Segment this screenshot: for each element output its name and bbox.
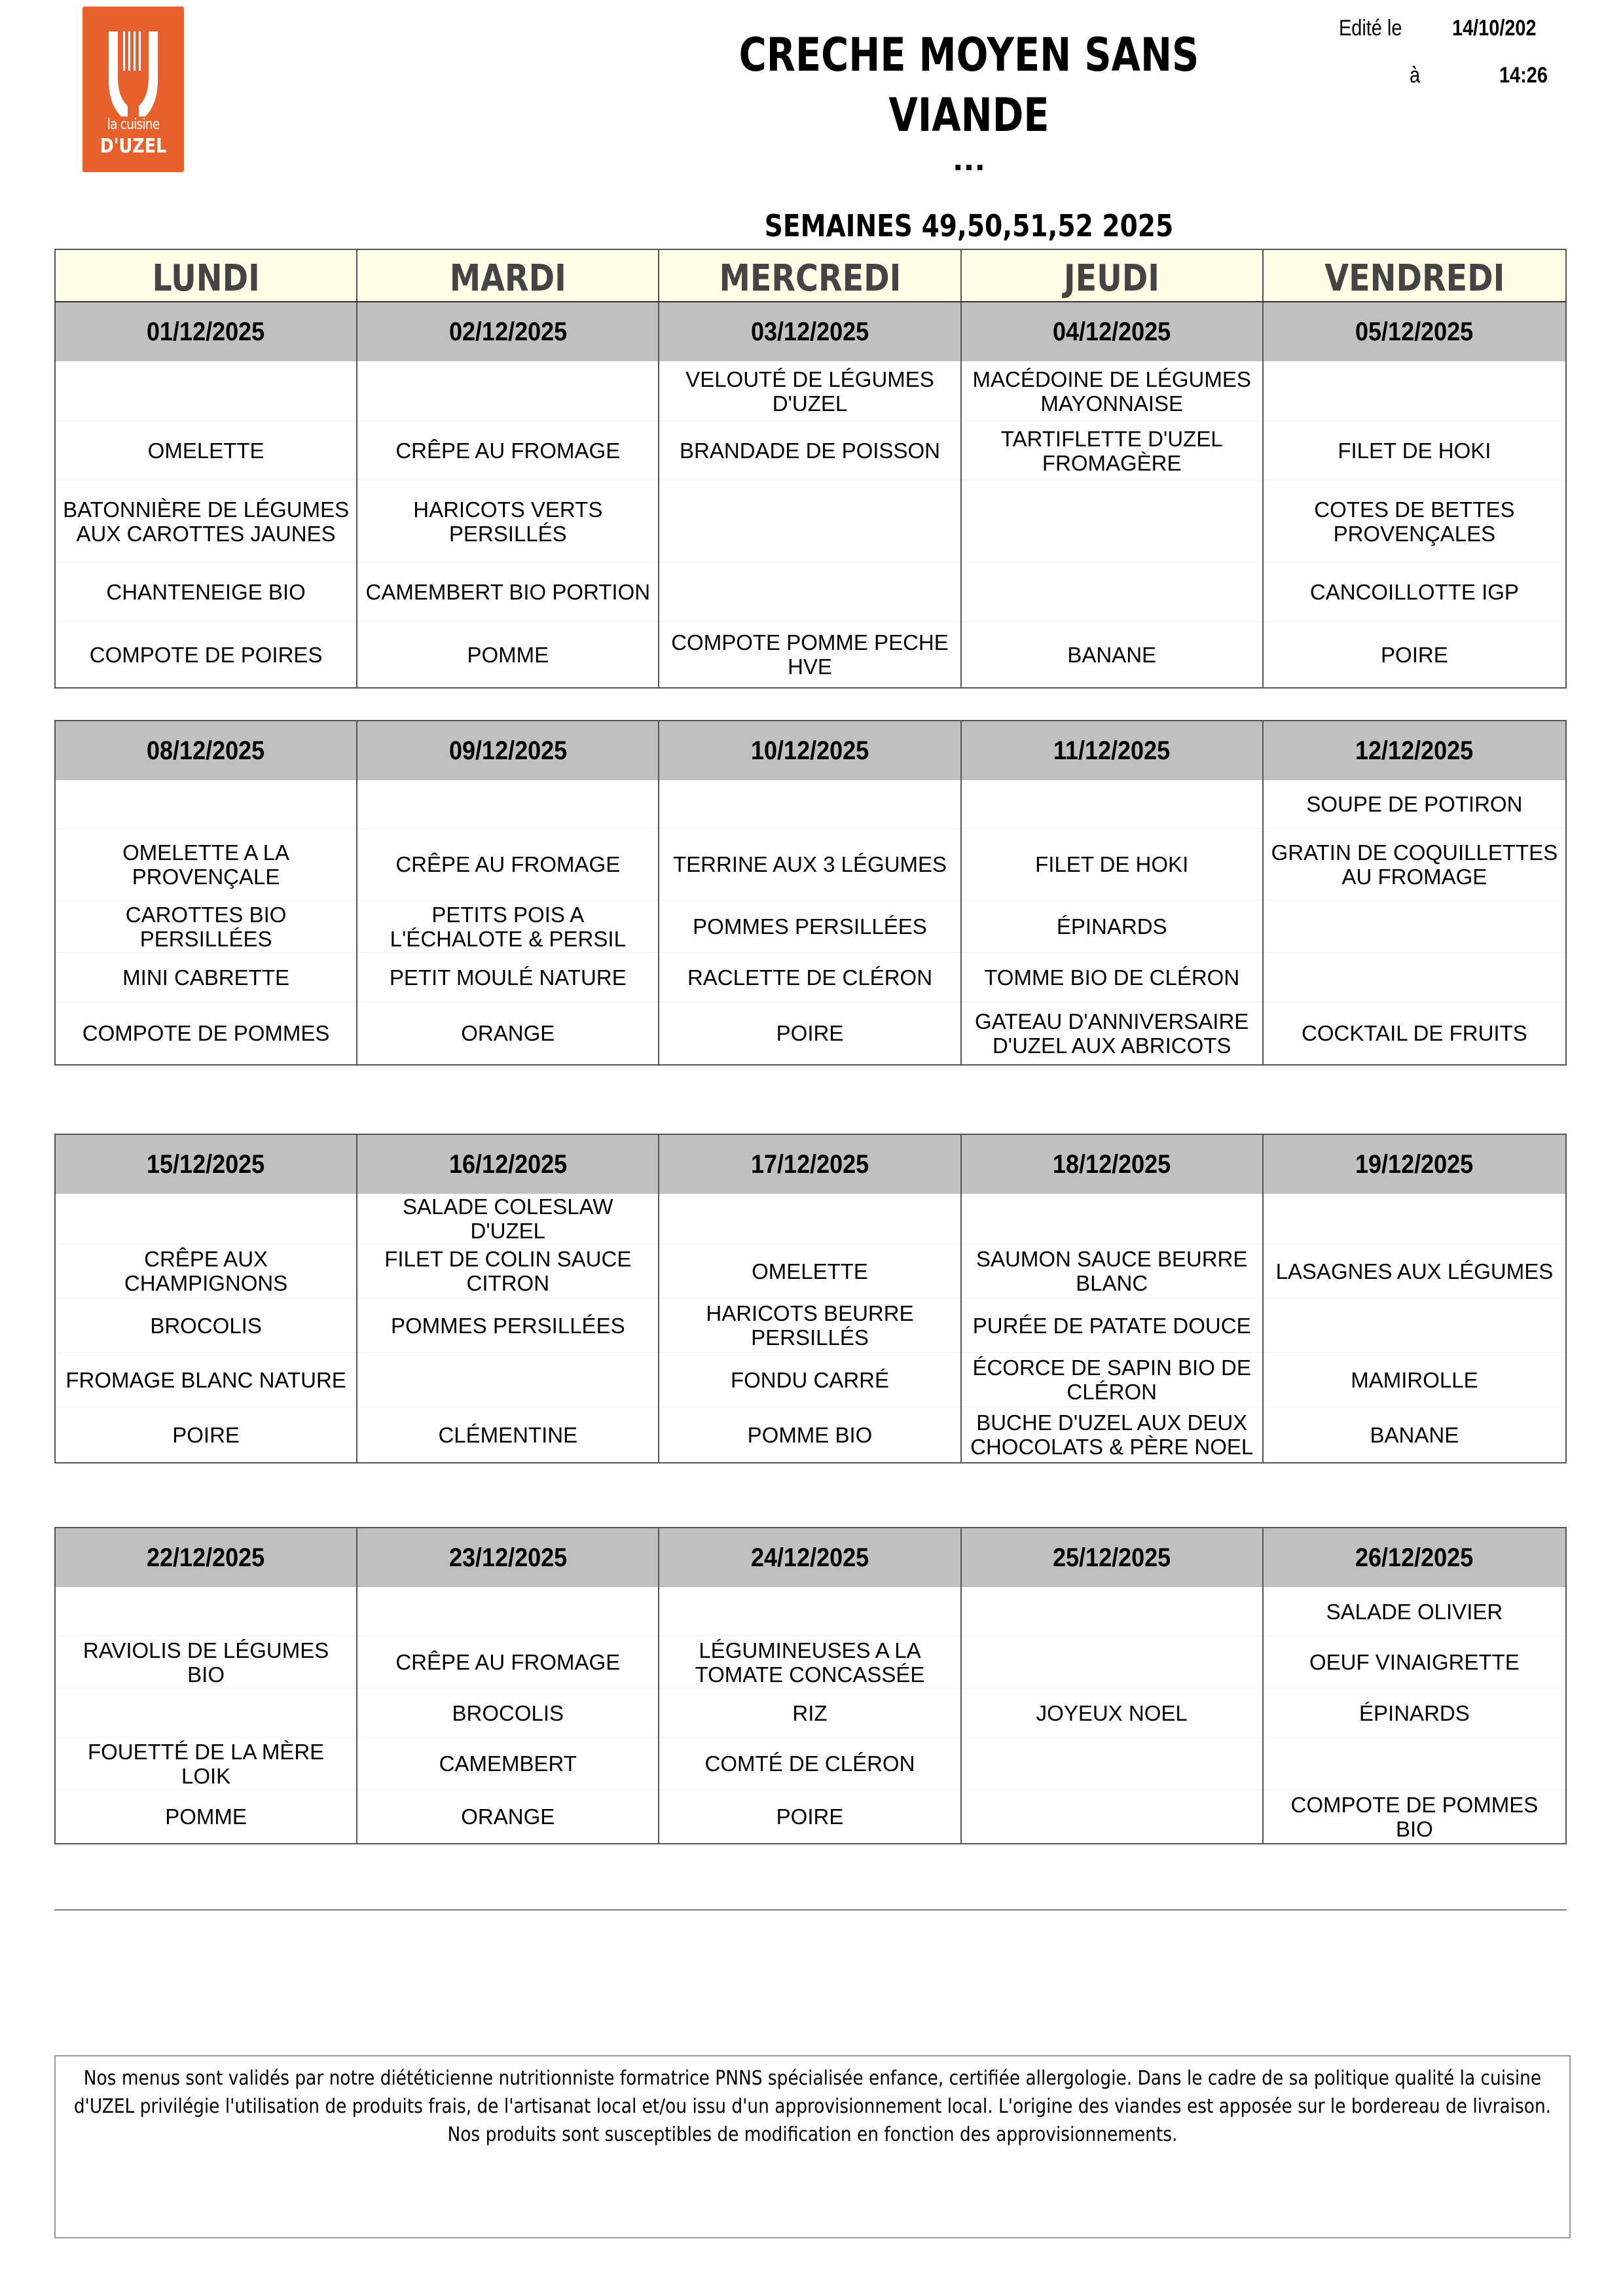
menu-item [357, 901, 658, 953]
menu-item [56, 563, 356, 622]
menu-item-label: POMMES PERSILLÉES [693, 914, 927, 939]
edited-at-label: à [1410, 63, 1421, 88]
footer-notice [54, 2055, 1571, 2238]
date-cell [1264, 721, 1565, 780]
date-cell [56, 1135, 357, 1194]
date-cell [357, 1528, 659, 1587]
menu-item [659, 1790, 960, 1843]
menu-item [56, 1002, 356, 1064]
menu-item [659, 1244, 960, 1299]
menu-item-label: COMPOTE DE POMMES BIO [1290, 1792, 1539, 1841]
menu-item-label: CLÉMENTINE [438, 1422, 578, 1447]
day-label: MERCREDI [719, 257, 901, 300]
date-label: 01/12/2025 [147, 317, 265, 346]
menu-item-label: POMMES PERSILLÉES [390, 1313, 625, 1338]
menu-item [56, 953, 356, 1002]
menu-item [1264, 1407, 1565, 1462]
menu-item-label: ÉCORCE DE SAPIN BIO DE CLÉRON [972, 1355, 1251, 1404]
date-label: 24/12/2025 [750, 1543, 869, 1572]
menu-item [1264, 1636, 1565, 1689]
date-cell [1264, 302, 1565, 361]
menu-item [1264, 1244, 1565, 1299]
menu-item-label: TOMME BIO DE CLÉRON [984, 965, 1240, 990]
menu-item [1264, 563, 1565, 622]
edited-date: 14/10/202 [1452, 16, 1537, 41]
menu-item [1264, 780, 1565, 829]
date-cell [962, 302, 1264, 361]
menu-item-label: PETIT MOULÉ NATURE [389, 965, 627, 990]
menu-item-label: OEUF VINAIGRETTE [1309, 1650, 1520, 1674]
day-column [659, 780, 961, 1064]
menu-item-label: CRÊPE AUX CHAMPIGNONS [124, 1247, 288, 1295]
date-row [56, 302, 1565, 361]
date-label: 17/12/2025 [750, 1149, 869, 1179]
edited-label: Edité le [1339, 16, 1402, 41]
menu-item [56, 829, 356, 901]
day-label: JEUDI [1064, 257, 1160, 300]
date-cell [659, 1528, 961, 1587]
menu-item-label: ORANGE [461, 1021, 555, 1045]
menu-item-label: CANCOILLOTTE IGP [1309, 580, 1519, 604]
menu-item-label: FONDU CARRÉ [730, 1367, 889, 1392]
date-cell [56, 302, 357, 361]
menu-item [357, 1790, 658, 1843]
week-block [54, 1527, 1567, 1844]
menu-item [659, 1407, 960, 1462]
menu-item-label: BANANE [1067, 642, 1157, 667]
title-ellipsis: ... [952, 144, 986, 177]
menu-item [1264, 1689, 1565, 1738]
day-column [56, 1194, 357, 1462]
menu-item [962, 1194, 1262, 1244]
menu-item [659, 563, 960, 622]
menu-item-label: LÉGUMINEUSES A LA TOMATE CONCASSÉE [695, 1638, 925, 1687]
menu-item-label: SOUPE DE POTIRON [1306, 792, 1523, 816]
date-cell [357, 302, 659, 361]
day-column [56, 1587, 357, 1843]
menu-item [962, 563, 1262, 622]
date-label: 12/12/2025 [1355, 736, 1474, 765]
menu-item [357, 361, 658, 422]
menu-item [1264, 1194, 1565, 1244]
date-label: 04/12/2025 [1053, 317, 1171, 346]
date-cell [962, 721, 1264, 780]
menu-item [962, 901, 1262, 953]
menu-item-label: RIZ [792, 1700, 828, 1725]
menu-item [962, 1244, 1262, 1299]
day-header-thursday [962, 250, 1264, 301]
menu-item-label: COCKTAIL DE FRUITS [1302, 1021, 1527, 1045]
menu-item-label: POMME [165, 1804, 247, 1829]
menu-item-label: COTES DE BETTES PROVENÇALES [1314, 497, 1515, 546]
menu-item-label: BROCOLIS [452, 1700, 564, 1725]
menu-item-label: FOUETTÉ DE LA MÈRE LOIK [87, 1739, 325, 1788]
menu-item [56, 361, 356, 422]
day-column [1264, 780, 1565, 1064]
menu-item [659, 1299, 960, 1353]
menu-item [659, 1689, 960, 1738]
day-label: MARDI [449, 257, 566, 300]
day-column [962, 780, 1264, 1064]
menu-item [357, 1244, 658, 1299]
date-label: 08/12/2025 [147, 736, 265, 765]
menu-item [56, 1689, 356, 1738]
menu-item [1264, 1353, 1565, 1407]
menu-item [962, 1636, 1262, 1689]
menu-item-label: SALADE COLESLAW D'UZEL [403, 1194, 613, 1243]
menu-item-label: RACLETTE DE CLÉRON [687, 965, 933, 990]
menu-item [1264, 1790, 1565, 1843]
logo-line-2: D'UZEL [100, 135, 167, 158]
day-header-tuesday [357, 250, 659, 301]
menu-item [357, 1353, 658, 1407]
day-column [357, 361, 659, 687]
date-label: 22/12/2025 [147, 1543, 265, 1572]
menu-item [1264, 622, 1565, 687]
logo-line-1: la cuisine [107, 117, 160, 133]
menu-item [962, 480, 1262, 563]
menu-item [1264, 480, 1565, 563]
menu-item [659, 1587, 960, 1636]
menu-body [56, 361, 1565, 687]
menu-item [962, 1689, 1262, 1738]
menu-item-label: MAMIROLLE [1351, 1367, 1478, 1392]
menu-item [1264, 829, 1565, 901]
day-header-wednesday [659, 250, 961, 301]
menu-item-label: CHANTENEIGE BIO [106, 580, 306, 604]
menu-item [357, 1194, 658, 1244]
menu-item-label: CRÊPE AU FROMAGE [395, 439, 621, 463]
date-cell [962, 1135, 1264, 1194]
day-label: VENDREDI [1324, 257, 1504, 300]
menu-item [1264, 1738, 1565, 1790]
menu-item [962, 780, 1262, 829]
day-column [962, 1587, 1264, 1843]
day-header-friday [1264, 250, 1565, 301]
date-label: 11/12/2025 [1053, 736, 1171, 765]
menu-item [659, 901, 960, 953]
day-column [1264, 361, 1565, 687]
menu-item [56, 1407, 356, 1462]
date-row [56, 1135, 1565, 1194]
menu-item-label: BANANE [1370, 1422, 1459, 1447]
menu-item-label: SALADE OLIVIER [1326, 1599, 1503, 1624]
date-cell [659, 1135, 961, 1194]
menu-item [56, 901, 356, 953]
menu-item-label: HARICOTS VERTS PERSILLÉS [413, 497, 603, 546]
menu-item [962, 1587, 1262, 1636]
date-label: 25/12/2025 [1053, 1543, 1171, 1572]
menu-item [659, 1636, 960, 1689]
date-cell [1264, 1528, 1565, 1587]
menu-item [357, 1299, 658, 1353]
menu-item-label: ORANGE [461, 1804, 555, 1829]
menu-item [659, 422, 960, 480]
day-column [1264, 1194, 1565, 1462]
menu-item [56, 1790, 356, 1843]
date-cell [56, 721, 357, 780]
menu-item-label: FILET DE COLIN SAUCE CITRON [384, 1247, 632, 1295]
divider [54, 1909, 1567, 1911]
menu-item-label: POIRE [172, 1422, 240, 1447]
menu-item [962, 953, 1262, 1002]
menu-item [1264, 1002, 1565, 1064]
menu-item [56, 622, 356, 687]
week-block [54, 302, 1567, 689]
date-cell [357, 1135, 659, 1194]
date-label: 09/12/2025 [448, 736, 567, 765]
menu-item-label: BROCOLIS [150, 1313, 262, 1338]
menu-item [56, 1636, 356, 1689]
menu-item-label: OMELETTE A LA PROVENÇALE [122, 840, 290, 889]
menu-item [1264, 1587, 1565, 1636]
date-cell [962, 1528, 1264, 1587]
menu-item-label: PETITS POIS A L'ÉCHALOTE & PERSIL [390, 902, 626, 951]
menu-item [659, 1194, 960, 1244]
menu-item-label: GRATIN DE COQUILLETTES AU FROMAGE [1271, 840, 1558, 889]
menu-item-label: COMTÉ DE CLÉRON [704, 1751, 915, 1776]
day-column [962, 361, 1264, 687]
date-label: 23/12/2025 [448, 1543, 567, 1572]
menu-item [357, 480, 658, 563]
edited-time: 14:26 [1499, 63, 1548, 88]
menu-item-label: OMELETTE [752, 1259, 868, 1283]
menu-item-label: LASAGNES AUX LÉGUMES [1275, 1259, 1554, 1283]
date-cell [357, 721, 659, 780]
menu-item [962, 829, 1262, 901]
menu-item [56, 1353, 356, 1407]
day-header-monday [56, 250, 357, 301]
date-label: 10/12/2025 [750, 736, 869, 765]
menu-item [962, 422, 1262, 480]
menu-item [357, 1407, 658, 1462]
menu-item [962, 1738, 1262, 1790]
menu-item-label: TERRINE AUX 3 LÉGUMES [672, 852, 947, 876]
date-label: 15/12/2025 [147, 1149, 265, 1179]
menu-item-label: VELOUTÉ DE LÉGUMES D'UZEL [685, 367, 934, 416]
day-column [56, 361, 357, 687]
menu-item [659, 622, 960, 687]
date-label: 19/12/2025 [1355, 1149, 1474, 1179]
menu-item [659, 480, 960, 563]
menu-item-label: COMPOTE DE POIRES [89, 642, 323, 667]
menu-item [962, 361, 1262, 422]
date-label: 05/12/2025 [1355, 317, 1474, 346]
menu-item-label: BRANDADE DE POISSON [680, 439, 940, 463]
date-row [56, 721, 1565, 780]
menu-item-label: CAMEMBERT [439, 1751, 577, 1776]
menu-item-label: BATONNIÈRE DE LÉGUMES AUX CAROTTES JAUNES [63, 497, 350, 546]
date-label: 02/12/2025 [448, 317, 567, 346]
menu-item [962, 1790, 1262, 1843]
date-cell [1264, 1135, 1565, 1194]
menu-item [357, 780, 658, 829]
date-row [56, 1528, 1565, 1587]
menu-item [962, 1353, 1262, 1407]
menu-item-label: POMME BIO [747, 1422, 873, 1447]
menu-item [1264, 953, 1565, 1002]
day-header-row [54, 249, 1567, 302]
menu-item [659, 780, 960, 829]
menu-item [357, 1738, 658, 1790]
day-column [56, 780, 357, 1064]
day-label: LUNDI [152, 257, 260, 300]
menu-item [357, 829, 658, 901]
day-column [659, 361, 961, 687]
menu-item-label: FILET DE HOKI [1035, 852, 1189, 876]
menu-item-label: TARTIFLETTE D'UZEL FROMAGÈRE [1000, 426, 1223, 475]
menu-item-label: BUCHE D'UZEL AUX DEUX CHOCOLATS & PÈRE NOEL [970, 1410, 1254, 1459]
menu-item-label: FILET DE HOKI [1338, 439, 1491, 463]
menu-item [962, 1002, 1262, 1064]
menu-item-label: JOYEUX NOEL [1036, 1700, 1188, 1725]
menu-body [56, 780, 1565, 1064]
menu-item-label: FROMAGE BLANC NATURE [65, 1367, 346, 1392]
menu-item [357, 1587, 658, 1636]
menu-item-label: ÉPINARDS [1359, 1700, 1470, 1725]
menu-item [56, 422, 356, 480]
menu-item [357, 622, 658, 687]
menu-item-label: ÉPINARDS [1056, 914, 1167, 939]
week-block [54, 1134, 1567, 1463]
day-column [659, 1194, 961, 1462]
day-column [659, 1587, 961, 1843]
date-cell [659, 721, 961, 780]
date-label: 26/12/2025 [1355, 1543, 1474, 1572]
menu-item [56, 480, 356, 563]
menu-item-label: OMELETTE [147, 439, 264, 463]
day-column [357, 1194, 659, 1462]
menu-item-label: GATEAU D'ANNIVERSAIRE D'UZEL AUX ABRICOTS [975, 1009, 1249, 1058]
menu-item [962, 622, 1262, 687]
menu-item [1264, 1299, 1565, 1353]
menu-item-label: HARICOTS BEURRE PERSILLÉS [706, 1301, 914, 1350]
menu-item [357, 953, 658, 1002]
menu-body [56, 1194, 1565, 1462]
menu-item [357, 422, 658, 480]
menu-item [56, 1587, 356, 1636]
menu-item [962, 1299, 1262, 1353]
day-column [962, 1194, 1264, 1462]
menu-item-label: SAUMON SAUCE BEURRE BLANC [976, 1247, 1248, 1295]
menu-item [56, 1299, 356, 1353]
menu-item-label: MINI CABRETTE [122, 965, 290, 990]
menu-item [357, 1689, 658, 1738]
menu-item-label: CAROTTES BIO PERSILLÉES [125, 902, 287, 951]
menu-item-label: POMME [467, 642, 549, 667]
menu-item [659, 1353, 960, 1407]
week-block [54, 720, 1567, 1066]
date-cell [659, 302, 961, 361]
menu-item-label: MACÉDOINE DE LÉGUMES MAYONNAISE [972, 367, 1251, 416]
menu-item-label: COMPOTE DE POMMES [82, 1021, 330, 1045]
weeks-title: SEMAINES 49,50,51,52 2025 [764, 208, 1174, 243]
menu-item [1264, 422, 1565, 480]
date-cell [56, 1528, 357, 1587]
menu-item [357, 1636, 658, 1689]
brand-logo [82, 7, 184, 172]
menu-item [56, 1244, 356, 1299]
menu-item-label: POIRE [776, 1021, 844, 1045]
menu-item [56, 1194, 356, 1244]
menu-item-label: RAVIOLIS DE LÉGUMES BIO [82, 1638, 329, 1687]
date-label: 16/12/2025 [448, 1149, 567, 1179]
menu-item-label: PURÉE DE PATATE DOUCE [972, 1313, 1251, 1338]
menu-item-label: POIRE [776, 1804, 844, 1829]
menu-item [962, 1407, 1262, 1462]
menu-item-label: POIRE [1381, 642, 1448, 667]
menu-item-label: COMPOTE POMME PECHE HVE [671, 630, 949, 679]
day-column [357, 780, 659, 1064]
menu-item-label: CAMEMBERT BIO PORTION [365, 580, 651, 604]
menu-item-label: CRÊPE AU FROMAGE [395, 1650, 621, 1674]
footer-text: Nos menus sont validés par notre diététicienne nutritionniste formatrice PNNS spécialisée enfance, certifiée allergologie. Dans le cadre de sa politique qualité la cuisine d'UZEL privilégie l'utilisation de produits frais, de l'artisanat local et/ou issu d'un approvisionnement local. L'origine des viandes est apposée sur le bordereau de livraison. Nos produits sont susceptibles de modification en fonction des approvisionnements. [73, 2067, 1552, 2146]
menu-item [659, 1738, 960, 1790]
date-label: 03/12/2025 [750, 317, 869, 346]
date-label: 18/12/2025 [1053, 1149, 1171, 1179]
menu-item [56, 1738, 356, 1790]
day-column [1264, 1587, 1565, 1843]
menu-item [659, 953, 960, 1002]
menu-item [357, 1002, 658, 1064]
menu-item-label: CRÊPE AU FROMAGE [395, 852, 621, 876]
menu-item [56, 780, 356, 829]
menu-item [659, 1002, 960, 1064]
menu-item [659, 361, 960, 422]
page-title: CRECHE MOYEN SANS VIANDE [739, 28, 1199, 142]
menu-item [1264, 901, 1565, 953]
menu-item [357, 563, 658, 622]
day-column [357, 1587, 659, 1843]
menu-item [659, 829, 960, 901]
menu-item [1264, 361, 1565, 422]
menu-body [56, 1587, 1565, 1843]
